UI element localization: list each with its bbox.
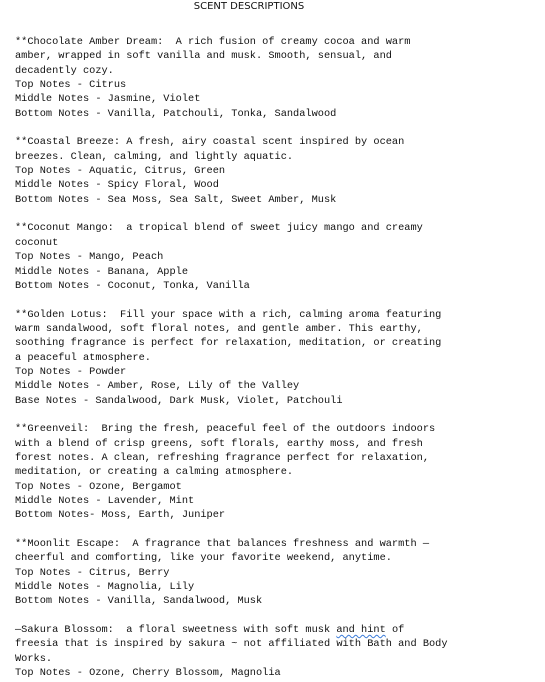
scent-description-line: soothing fragrance is perfect for relaxation, meditation, or creating — [15, 337, 442, 350]
scent-description-line: forest notes. A clean, refreshing fragrance perfect for relaxation, — [15, 451, 430, 464]
document-title: SCENT DESCRIPTIONS — [193, 1, 305, 12]
top-notes-line: Top Notes - Citrus — [15, 79, 127, 92]
middle-notes-line: Middle Notes - Spicy Floral, Wood — [15, 179, 219, 192]
top-notes-line: Top Notes - Powder — [15, 365, 127, 378]
top-notes-line: Top Notes - Ozone, Cherry Blossom, Magnolia — [15, 667, 281, 680]
scent-description-line: Works. — [15, 652, 53, 665]
description-text: —Sakura Blossom: a floral sweetness with soft musk — [15, 624, 337, 637]
scent-entry-chocolate-amber-dream — [15, 35, 535, 121]
scent-description-line: **Greenveil: Bring the fresh, peaceful feel of the outdoors indoors — [15, 423, 436, 436]
scent-description-line: with a blend of crisp greens, soft florals, earthy moss, and fresh — [15, 437, 423, 450]
middle-notes-line: Middle Notes - Banana, Apple — [15, 265, 189, 278]
spellcheck-flagged-text[interactable]: and hint — [336, 624, 386, 637]
scent-description-line: **Chocolate Amber Dream: A rich fusion of creamy cocoa and warm — [15, 36, 411, 48]
scent-entry-golden-lotus — [15, 308, 535, 408]
scent-description-line: amber, wrapped in soft vanilla and musk. Smooth, sensual, and — [15, 50, 392, 63]
base-notes-line: Base Notes - Sandalwood, Dark Musk, Violet, Patchouli — [15, 394, 343, 407]
scent-description-line: **Moonlit Escape: A fragrance that balances freshness and warmth — — [15, 538, 430, 551]
top-notes-line: Top Notes - Aquatic, Citrus, Green — [15, 165, 226, 178]
scent-description-line: coconut — [15, 236, 59, 249]
scent-entry-coconut-mango — [15, 221, 535, 293]
bottom-notes-line: Bottom Notes - Vanilla, Patchouli, Tonka, Sandalwood — [15, 107, 337, 120]
top-notes-line: Top Notes - Ozone, Bergamot — [15, 480, 182, 493]
scent-entry-greenveil — [15, 422, 535, 522]
bottom-notes-line: Bottom Notes - Sea Moss, Sea Salt, Sweet Amber, Musk — [15, 193, 337, 206]
scent-description-line: decadently cozy. — [15, 64, 114, 77]
bottom-notes-line: Bottom Notes- Moss, Earth, Juniper — [15, 509, 226, 522]
scent-description-line: **Coconut Mango: a tropical blend of sweet juicy mango and creamy — [15, 222, 423, 235]
middle-notes-line: Middle Notes - Amber, Rose, Lily of the Valley — [15, 380, 300, 393]
scent-entry-sakura-blossom — [15, 623, 535, 680]
scent-description-line: **Coastal Breeze: A fresh, airy coastal scent inspired by ocean — [15, 136, 405, 149]
scent-description-line: meditation, or creating a calming atmosphere. — [15, 466, 294, 479]
scent-description-line: breezes. Clean, calming, and lightly aquatic. — [15, 150, 294, 163]
top-notes-line: Top Notes - Citrus, Berry — [15, 566, 170, 579]
scent-description-line: warm sandalwood, soft floral notes, and gentle amber. This earthy, — [15, 322, 423, 335]
middle-notes-line: Middle Notes - Magnolia, Lily — [15, 581, 195, 594]
scent-entry-coastal-breeze — [15, 135, 535, 207]
scent-description-line: **Golden Lotus: Fill your space with a rich, calming aroma featuring — [15, 308, 442, 321]
bottom-notes-line: Bottom Notes - Coconut, Tonka, Vanilla — [15, 279, 250, 292]
scent-description-line: a peaceful atmosphere. — [15, 351, 151, 364]
bottom-notes-line: Bottom Notes - Vanilla, Sandalwood, Musk — [15, 595, 263, 608]
middle-notes-line: Middle Notes - Jasmine, Violet — [15, 93, 201, 106]
description-text: of — [385, 624, 405, 637]
scent-description-line: cheerful and comforting, like your favorite weekend, anytime. — [15, 552, 392, 565]
scent-description-line: freesia that is inspired by sakura ~ not affiliated with Bath and Body — [15, 638, 448, 651]
scent-list — [15, 35, 535, 682]
top-notes-line: Top Notes - Mango, Peach — [15, 251, 164, 264]
scent-description-line — [15, 623, 535, 637]
middle-notes-line: Middle Notes - Lavender, Mint — [15, 495, 195, 507]
scent-entry-moonlit-escape — [15, 537, 535, 609]
